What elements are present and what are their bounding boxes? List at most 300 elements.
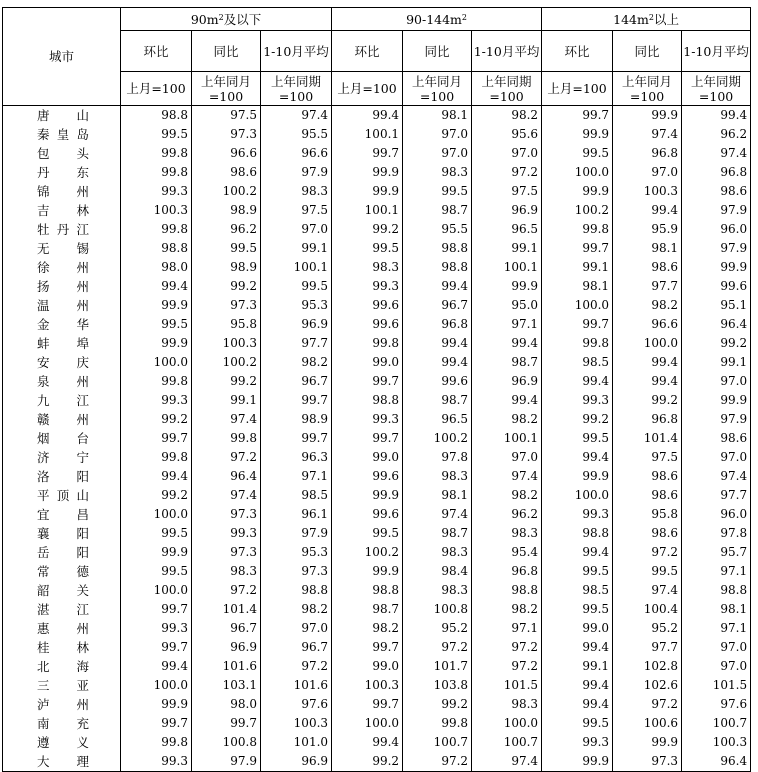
value-cell: 99.8 xyxy=(121,448,192,467)
value-cell: 97.0 xyxy=(403,144,472,163)
value-cell: 99.9 xyxy=(542,752,613,772)
value-cell: 99.9 xyxy=(332,562,403,581)
city-cell xyxy=(3,467,121,486)
value-cell: 99.4 xyxy=(542,372,613,391)
city-cell xyxy=(3,106,121,126)
value-cell: 103.1 xyxy=(192,676,261,695)
city-name: 泉州 xyxy=(37,374,89,389)
value-cell: 96.8 xyxy=(682,163,751,182)
value-cell: 96.2 xyxy=(682,125,751,144)
value-cell: 98.3 xyxy=(332,258,403,277)
value-cell: 99.5 xyxy=(542,429,613,448)
value-cell: 95.2 xyxy=(613,619,682,638)
city-name: 丹东 xyxy=(37,165,89,180)
group-header-large: $144m^2$以上 xyxy=(542,8,751,31)
value-cell: 98.6 xyxy=(682,182,751,201)
value-cell: 97.5 xyxy=(192,106,261,126)
value-cell: 96.7 xyxy=(261,372,332,391)
value-cell: 99.1 xyxy=(542,258,613,277)
value-cell: 99.4 xyxy=(542,448,613,467)
value-cell: 97.8 xyxy=(682,524,751,543)
value-cell: 99.7 xyxy=(332,144,403,163)
city-cell xyxy=(3,524,121,543)
value-cell: 98.9 xyxy=(192,258,261,277)
city-name: 桂林 xyxy=(37,640,89,655)
value-cell: 99.7 xyxy=(332,695,403,714)
city-cell xyxy=(3,353,121,372)
value-cell: 97.0 xyxy=(682,372,751,391)
value-cell: 101.5 xyxy=(682,676,751,695)
value-cell: 99.3 xyxy=(121,182,192,201)
city-cell xyxy=(3,277,121,296)
value-cell: 100.7 xyxy=(682,714,751,733)
table-row xyxy=(3,239,751,258)
value-cell: 96.8 xyxy=(403,315,472,334)
city-cell xyxy=(3,752,121,772)
value-cell: 99.4 xyxy=(332,733,403,752)
table-row xyxy=(3,600,751,619)
value-cell: 96.5 xyxy=(403,410,472,429)
value-cell: 99.7 xyxy=(542,106,613,126)
value-cell: 97.3 xyxy=(613,752,682,772)
value-cell: 98.8 xyxy=(121,106,192,126)
city-name: 襄阳 xyxy=(37,526,89,541)
base-header-avg: 上年同期=100 xyxy=(682,72,751,106)
value-cell: 100.0 xyxy=(613,334,682,353)
value-cell: 98.3 xyxy=(403,543,472,562)
value-cell: 99.9 xyxy=(542,182,613,201)
value-cell: 100.0 xyxy=(121,353,192,372)
value-cell: 99.5 xyxy=(613,562,682,581)
value-cell: 100.0 xyxy=(542,163,613,182)
value-cell: 97.0 xyxy=(682,657,751,676)
value-cell: 97.4 xyxy=(192,410,261,429)
value-cell: 99.2 xyxy=(121,486,192,505)
value-cell: 98.2 xyxy=(472,410,542,429)
value-cell: 100.0 xyxy=(542,486,613,505)
table-row xyxy=(3,220,751,239)
value-cell: 99.7 xyxy=(542,315,613,334)
value-cell: 99.3 xyxy=(121,752,192,772)
value-cell: 96.1 xyxy=(261,505,332,524)
value-cell: 97.7 xyxy=(261,334,332,353)
value-cell: 99.5 xyxy=(542,714,613,733)
value-cell: 99.6 xyxy=(332,296,403,315)
value-cell: 99.4 xyxy=(542,543,613,562)
value-cell: 99.9 xyxy=(542,125,613,144)
value-cell: 96.9 xyxy=(472,201,542,220)
value-cell: 98.7 xyxy=(472,353,542,372)
value-cell: 99.4 xyxy=(682,106,751,126)
city-name: 九江 xyxy=(37,393,89,408)
value-cell: 97.0 xyxy=(613,163,682,182)
value-cell: 99.5 xyxy=(332,239,403,258)
value-cell: 99.9 xyxy=(613,106,682,126)
city-name: 南充 xyxy=(37,716,89,731)
value-cell: 99.7 xyxy=(332,372,403,391)
value-cell: 97.0 xyxy=(403,125,472,144)
city-name: 三亚 xyxy=(37,678,89,693)
value-cell: 99.7 xyxy=(332,429,403,448)
base-header-avg: 上年同期=100 xyxy=(472,72,542,106)
table-row xyxy=(3,448,751,467)
value-cell: 100.3 xyxy=(121,201,192,220)
base-header-mom: 上月=100 xyxy=(121,72,192,106)
value-cell: 97.4 xyxy=(613,581,682,600)
value-cell: 97.4 xyxy=(682,144,751,163)
table-row xyxy=(3,752,751,772)
value-cell: 98.7 xyxy=(332,600,403,619)
value-cell: 99.1 xyxy=(192,391,261,410)
value-cell: 100.1 xyxy=(472,429,542,448)
value-cell: 99.0 xyxy=(332,353,403,372)
table-row xyxy=(3,182,751,201)
value-cell: 99.2 xyxy=(682,334,751,353)
value-cell: 97.2 xyxy=(613,543,682,562)
value-cell: 97.2 xyxy=(613,695,682,714)
value-cell: 99.4 xyxy=(403,353,472,372)
value-cell: 102.6 xyxy=(613,676,682,695)
value-cell: 99.3 xyxy=(121,619,192,638)
city-cell xyxy=(3,657,121,676)
value-cell: 99.2 xyxy=(192,277,261,296)
value-cell: 99.4 xyxy=(542,676,613,695)
table-row xyxy=(3,467,751,486)
value-cell: 99.9 xyxy=(121,296,192,315)
table-row xyxy=(3,524,751,543)
value-cell: 102.8 xyxy=(613,657,682,676)
city-cell xyxy=(3,258,121,277)
value-cell: 99.7 xyxy=(332,638,403,657)
value-cell: 98.9 xyxy=(192,201,261,220)
table-row xyxy=(3,353,751,372)
value-cell: 100.2 xyxy=(192,182,261,201)
city-cell xyxy=(3,448,121,467)
city-cell xyxy=(3,239,121,258)
value-cell: 97.2 xyxy=(472,638,542,657)
value-cell: 99.8 xyxy=(121,372,192,391)
city-cell xyxy=(3,372,121,391)
city-cell xyxy=(3,543,121,562)
table-row xyxy=(3,315,751,334)
city-name: 宜昌 xyxy=(37,507,89,522)
value-cell: 99.5 xyxy=(121,315,192,334)
value-cell: 99.4 xyxy=(121,657,192,676)
city-cell xyxy=(3,125,121,144)
value-cell: 97.6 xyxy=(261,695,332,714)
value-cell: 98.5 xyxy=(261,486,332,505)
value-cell: 99.5 xyxy=(542,144,613,163)
table-row xyxy=(3,505,751,524)
city-cell xyxy=(3,638,121,657)
value-cell: 98.8 xyxy=(472,581,542,600)
value-cell: 101.6 xyxy=(261,676,332,695)
value-cell: 96.4 xyxy=(682,752,751,772)
city-cell xyxy=(3,562,121,581)
value-cell: 97.1 xyxy=(682,619,751,638)
value-cell: 100.0 xyxy=(542,296,613,315)
table-row xyxy=(3,562,751,581)
value-cell: 101.4 xyxy=(192,600,261,619)
value-cell: 96.2 xyxy=(472,505,542,524)
value-cell: 100.3 xyxy=(261,714,332,733)
city-name: 遵义 xyxy=(37,735,89,750)
value-cell: 99.5 xyxy=(403,182,472,201)
value-cell: 99.3 xyxy=(192,524,261,543)
value-cell: 99.4 xyxy=(613,372,682,391)
value-cell: 99.7 xyxy=(261,391,332,410)
value-cell: 99.3 xyxy=(121,391,192,410)
value-cell: 98.2 xyxy=(332,619,403,638)
group-header-small: $90m^2$及以下 xyxy=(121,8,332,31)
value-cell: 98.6 xyxy=(682,429,751,448)
value-cell: 99.7 xyxy=(121,429,192,448)
value-cell: 100.8 xyxy=(403,600,472,619)
city-name: 平顶山 xyxy=(37,488,89,503)
city-name: 无锡 xyxy=(37,241,89,256)
value-cell: 99.6 xyxy=(332,467,403,486)
value-cell: 98.7 xyxy=(403,201,472,220)
value-cell: 96.7 xyxy=(192,619,261,638)
table-row xyxy=(3,296,751,315)
value-cell: 97.1 xyxy=(261,467,332,486)
city-cell xyxy=(3,391,121,410)
value-cell: 96.9 xyxy=(472,372,542,391)
city-cell xyxy=(3,410,121,429)
value-cell: 97.4 xyxy=(613,125,682,144)
value-cell: 97.2 xyxy=(472,163,542,182)
value-cell: 97.3 xyxy=(261,562,332,581)
value-cell: 97.2 xyxy=(403,752,472,772)
value-cell: 98.3 xyxy=(403,467,472,486)
value-cell: 98.6 xyxy=(613,486,682,505)
value-cell: 99.8 xyxy=(192,429,261,448)
value-cell: 100.2 xyxy=(403,429,472,448)
value-cell: 101.4 xyxy=(613,429,682,448)
value-cell: 99.5 xyxy=(542,600,613,619)
city-name: 泸州 xyxy=(37,697,89,712)
sub-header-mom: 环比 xyxy=(332,31,403,72)
value-cell: 97.2 xyxy=(192,581,261,600)
value-cell: 99.9 xyxy=(682,391,751,410)
value-cell: 99.0 xyxy=(332,657,403,676)
value-cell: 100.0 xyxy=(121,505,192,524)
value-cell: 99.4 xyxy=(403,277,472,296)
value-cell: 97.4 xyxy=(682,467,751,486)
table-row xyxy=(3,714,751,733)
base-header-mom: 上月=100 xyxy=(542,72,613,106)
city-name: 常德 xyxy=(37,564,89,579)
value-cell: 95.8 xyxy=(192,315,261,334)
value-cell: 99.9 xyxy=(332,163,403,182)
value-cell: 99.9 xyxy=(121,543,192,562)
base-header-yoy: 上年同月=100 xyxy=(192,72,261,106)
base-header-yoy: 上年同月=100 xyxy=(613,72,682,106)
value-cell: 99.3 xyxy=(542,391,613,410)
value-cell: 99.8 xyxy=(121,163,192,182)
table-row xyxy=(3,334,751,353)
city-name: 温州 xyxy=(37,298,89,313)
value-cell: 98.6 xyxy=(613,524,682,543)
value-cell: 99.1 xyxy=(682,353,751,372)
value-cell: 96.0 xyxy=(682,505,751,524)
value-cell: 98.0 xyxy=(192,695,261,714)
value-cell: 99.4 xyxy=(542,638,613,657)
city-name: 锦州 xyxy=(37,184,89,199)
value-cell: 99.4 xyxy=(613,201,682,220)
table-row xyxy=(3,106,751,126)
value-cell: 95.3 xyxy=(261,296,332,315)
value-cell: 97.5 xyxy=(472,182,542,201)
value-cell: 96.8 xyxy=(472,562,542,581)
value-cell: 98.2 xyxy=(613,296,682,315)
value-cell: 99.8 xyxy=(121,144,192,163)
value-cell: 99.7 xyxy=(542,239,613,258)
value-cell: 99.1 xyxy=(261,239,332,258)
city-cell xyxy=(3,619,121,638)
value-cell: 97.1 xyxy=(682,562,751,581)
value-cell: 97.1 xyxy=(472,619,542,638)
value-cell: 97.3 xyxy=(192,296,261,315)
base-header-avg: 上年同期=100 xyxy=(261,72,332,106)
value-cell: 97.7 xyxy=(613,638,682,657)
value-cell: 100.0 xyxy=(332,714,403,733)
value-cell: 98.2 xyxy=(472,106,542,126)
city-cell xyxy=(3,733,121,752)
table-row xyxy=(3,429,751,448)
city-cell xyxy=(3,505,121,524)
city-name: 大理 xyxy=(37,754,89,769)
value-cell: 98.3 xyxy=(472,695,542,714)
value-cell: 96.0 xyxy=(682,220,751,239)
value-cell: 95.0 xyxy=(472,296,542,315)
table-row xyxy=(3,163,751,182)
value-cell: 103.8 xyxy=(403,676,472,695)
value-cell: 99.4 xyxy=(542,695,613,714)
value-cell: 100.0 xyxy=(121,676,192,695)
value-cell: 98.3 xyxy=(403,163,472,182)
value-cell: 100.3 xyxy=(332,676,403,695)
value-cell: 99.2 xyxy=(613,391,682,410)
value-cell: 99.9 xyxy=(121,695,192,714)
value-cell: 99.8 xyxy=(542,220,613,239)
value-cell: 99.2 xyxy=(542,410,613,429)
value-cell: 98.8 xyxy=(403,258,472,277)
value-cell: 95.9 xyxy=(613,220,682,239)
value-cell: 97.1 xyxy=(472,315,542,334)
table-row xyxy=(3,410,751,429)
value-cell: 97.9 xyxy=(192,752,261,772)
city-cell xyxy=(3,201,121,220)
sub-header-yoy: 同比 xyxy=(613,31,682,72)
value-cell: 95.3 xyxy=(261,543,332,562)
city-name: 洛阳 xyxy=(37,469,89,484)
value-cell: 99.7 xyxy=(121,714,192,733)
value-cell: 99.5 xyxy=(542,562,613,581)
value-cell: 99.4 xyxy=(613,353,682,372)
value-cell: 99.2 xyxy=(121,410,192,429)
value-cell: 99.7 xyxy=(192,714,261,733)
value-cell: 98.6 xyxy=(613,467,682,486)
value-cell: 99.9 xyxy=(121,334,192,353)
value-cell: 98.8 xyxy=(403,239,472,258)
table-row xyxy=(3,619,751,638)
sub-header-avg: 1-10月平均 xyxy=(682,31,751,72)
table-row xyxy=(3,657,751,676)
city-name: 惠州 xyxy=(37,621,89,636)
value-cell: 98.8 xyxy=(261,581,332,600)
value-cell: 100.1 xyxy=(261,258,332,277)
sub-header-mom: 环比 xyxy=(542,31,613,72)
city-name: 包头 xyxy=(37,146,89,161)
value-cell: 97.9 xyxy=(261,524,332,543)
city-name: 蚌埠 xyxy=(37,336,89,351)
value-cell: 99.7 xyxy=(261,429,332,448)
value-cell: 98.6 xyxy=(192,163,261,182)
sub-header-avg: 1-10月平均 xyxy=(472,31,542,72)
value-cell: 96.3 xyxy=(261,448,332,467)
value-cell: 98.4 xyxy=(403,562,472,581)
value-cell: 97.5 xyxy=(613,448,682,467)
group-header-medium: $90-144m^2$ xyxy=(332,8,542,31)
value-cell: 99.9 xyxy=(332,486,403,505)
value-cell: 97.2 xyxy=(192,448,261,467)
value-cell: 96.6 xyxy=(261,144,332,163)
value-cell: 96.5 xyxy=(472,220,542,239)
value-cell: 96.9 xyxy=(192,638,261,657)
table-row xyxy=(3,144,751,163)
table-row xyxy=(3,543,751,562)
value-cell: 96.9 xyxy=(261,752,332,772)
value-cell: 99.3 xyxy=(332,410,403,429)
table-row xyxy=(3,695,751,714)
value-cell: 99.0 xyxy=(332,448,403,467)
value-cell: 98.6 xyxy=(613,258,682,277)
value-cell: 99.8 xyxy=(121,733,192,752)
value-cell: 96.6 xyxy=(613,315,682,334)
value-cell: 98.2 xyxy=(472,600,542,619)
value-cell: 99.6 xyxy=(403,372,472,391)
value-cell: 100.2 xyxy=(332,543,403,562)
value-cell: 98.3 xyxy=(403,581,472,600)
value-cell: 99.5 xyxy=(261,277,332,296)
table-row xyxy=(3,201,751,220)
table-row xyxy=(3,581,751,600)
value-cell: 99.4 xyxy=(332,106,403,126)
value-cell: 101.6 xyxy=(192,657,261,676)
value-cell: 98.8 xyxy=(542,524,613,543)
value-cell: 97.2 xyxy=(472,657,542,676)
city-name: 济宁 xyxy=(37,450,89,465)
value-cell: 96.2 xyxy=(192,220,261,239)
city-name: 湛江 xyxy=(37,602,89,617)
city-name: 秦皇岛 xyxy=(37,127,89,142)
value-cell: 97.9 xyxy=(682,201,751,220)
city-cell xyxy=(3,486,121,505)
value-cell: 95.2 xyxy=(403,619,472,638)
value-cell: 98.2 xyxy=(472,486,542,505)
value-cell: 99.7 xyxy=(121,600,192,619)
value-cell: 96.4 xyxy=(192,467,261,486)
value-cell: 99.2 xyxy=(192,372,261,391)
value-cell: 100.3 xyxy=(682,733,751,752)
city-cell xyxy=(3,581,121,600)
value-cell: 99.8 xyxy=(121,220,192,239)
sub-header-yoy: 同比 xyxy=(403,31,472,72)
city-name: 牡丹江 xyxy=(37,222,89,237)
value-cell: 99.2 xyxy=(332,220,403,239)
value-cell: 97.5 xyxy=(261,201,332,220)
